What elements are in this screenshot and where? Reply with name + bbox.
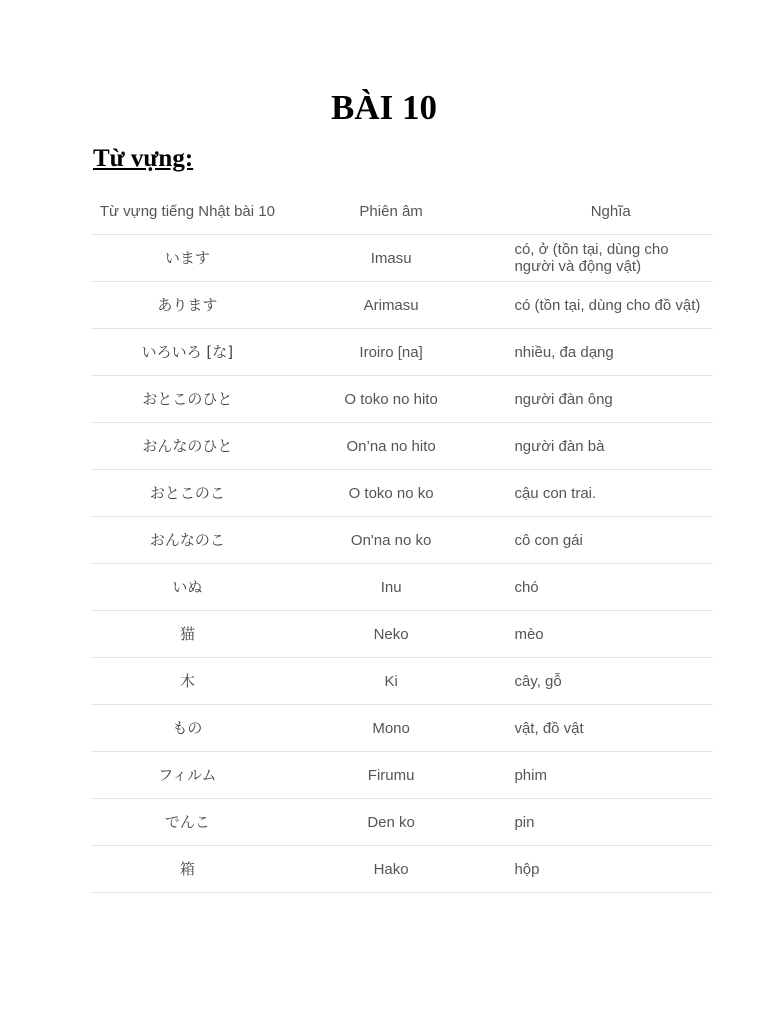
meaning-cell: hộp xyxy=(498,846,713,893)
word-cell: いろいろ [な] xyxy=(91,329,284,376)
word-cell: おんなのこ xyxy=(91,517,284,564)
word-cell: 猫 xyxy=(91,611,284,658)
table-row xyxy=(91,423,713,470)
table-row xyxy=(91,517,713,564)
table-row xyxy=(91,564,713,611)
reading-cell: Mono xyxy=(284,705,499,752)
word-cell: でんこ xyxy=(91,799,284,846)
meaning-cell: chó xyxy=(498,564,713,611)
reading-cell: Neko xyxy=(284,611,499,658)
header-reading: Phiên âm xyxy=(284,188,499,235)
reading-cell: Iroiro [na] xyxy=(284,329,499,376)
table-row xyxy=(91,470,713,517)
word-cell: おとこのひと xyxy=(91,376,284,423)
meaning-cell: người đàn bà xyxy=(498,423,713,470)
reading-cell: Arimasu xyxy=(284,282,499,329)
reading-cell: On'na no ko xyxy=(284,517,499,564)
meaning-cell: cây, gỗ xyxy=(498,658,713,705)
table-row xyxy=(91,799,713,846)
header-word: Từ vựng tiếng Nhật bài 10 xyxy=(91,188,284,235)
reading-cell: Ki xyxy=(284,658,499,705)
meaning-cell: có, ở (tồn tại, dùng cho người và động vật) xyxy=(498,235,713,282)
table-row xyxy=(91,846,713,893)
table-row xyxy=(91,658,713,705)
word-cell: フィルム xyxy=(91,752,284,799)
table-row xyxy=(91,329,713,376)
table-row xyxy=(91,376,713,423)
word-cell: いぬ xyxy=(91,564,284,611)
meaning-cell: người đàn ông xyxy=(498,376,713,423)
reading-cell: Den ko xyxy=(284,799,499,846)
reading-cell: O toko no hito xyxy=(284,376,499,423)
table-header-row xyxy=(91,188,713,235)
page-title: BÀI 10 xyxy=(331,88,437,127)
section-heading: Từ vựng: xyxy=(93,145,194,172)
word-cell: 箱 xyxy=(91,846,284,893)
vocabulary-table xyxy=(91,188,713,893)
meaning-cell: mèo xyxy=(498,611,713,658)
word-cell: あります xyxy=(91,282,284,329)
reading-cell: Firumu xyxy=(284,752,499,799)
meaning-cell: vật, đồ vật xyxy=(498,705,713,752)
reading-cell: Inu xyxy=(284,564,499,611)
reading-cell: Hako xyxy=(284,846,499,893)
word-cell: 木 xyxy=(91,658,284,705)
word-cell: おんなのひと xyxy=(91,423,284,470)
meaning-cell: cô con gái xyxy=(498,517,713,564)
meaning-cell: có (tồn tại, dùng cho đồ vật) xyxy=(498,282,713,329)
table-row xyxy=(91,235,713,282)
meaning-cell: pin xyxy=(498,799,713,846)
reading-cell: On’na no hito xyxy=(284,423,499,470)
meaning-cell: cậu con trai. xyxy=(498,470,713,517)
table-row xyxy=(91,282,713,329)
header-meaning: Nghĩa xyxy=(498,188,713,235)
meaning-cell: nhiều, đa dạng xyxy=(498,329,713,376)
table-row xyxy=(91,705,713,752)
table-row xyxy=(91,611,713,658)
meaning-cell: phim xyxy=(498,752,713,799)
reading-cell: O toko no ko xyxy=(284,470,499,517)
word-cell: います xyxy=(91,235,284,282)
word-cell: もの xyxy=(91,705,284,752)
table-row xyxy=(91,752,713,799)
reading-cell: Imasu xyxy=(284,235,499,282)
word-cell: おとこのこ xyxy=(91,470,284,517)
